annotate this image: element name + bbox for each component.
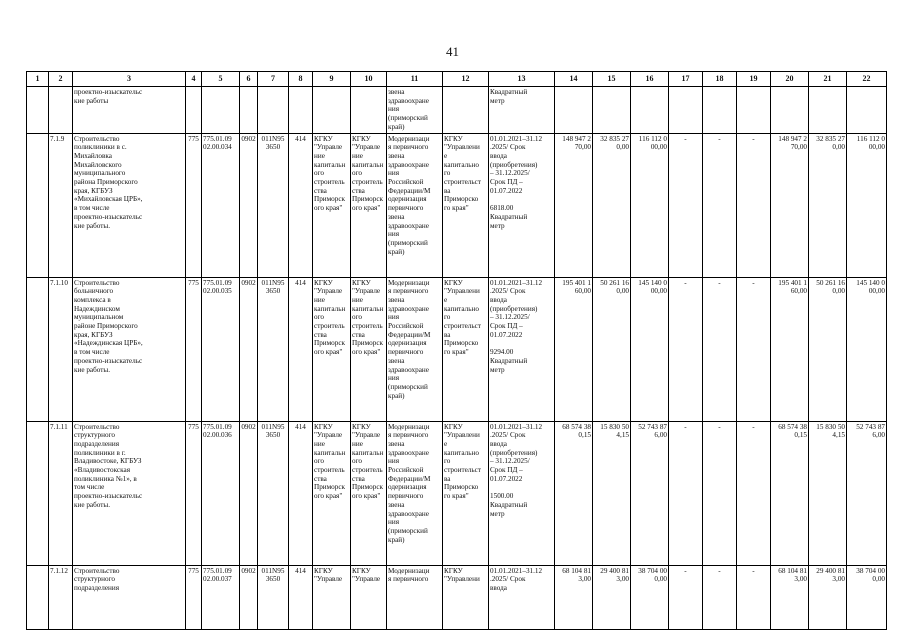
table-cell-col-15 [593, 87, 631, 134]
table-cell-col-17 [669, 87, 703, 134]
table-cell-col-8: 414 [289, 421, 313, 565]
column-header: 17 [669, 72, 703, 87]
table-cell-col-8: 414 [289, 133, 313, 277]
table-cell-col-1 [27, 87, 49, 134]
table-row [27, 277, 887, 421]
table-cell-col-14: 68 104 81 3,00 [555, 565, 593, 629]
table-cell-col-13: Квадратный метр [489, 87, 555, 134]
table-cell-col-1 [27, 421, 49, 565]
table-cell-col-1 [27, 133, 49, 277]
table-cell-col-11: Модернизаци я первичного [387, 565, 443, 629]
table-cell-col-3: Строительство структурного подразделения поликлиники в г. Владивостоке, КГБУЗ «Владивостокская поликлиника №1», в том числе проектно-изыскательс кие работы. [73, 421, 186, 565]
table-cell-col-14: 68 574 38 0,15 [555, 421, 593, 565]
table-cell-col-5 [202, 87, 240, 134]
table-cell-col-5: 775.01.09 02.00.034 [202, 133, 240, 277]
column-header: 21 [809, 72, 847, 87]
table-cell-col-7: 011N95 3650 [258, 133, 289, 277]
table-cell-col-13: 01.01.2021–31.12 .2025/ Срок ввода (приобретения) – 31.12.2025/ Срок ПД – 01.07.2022 6818.00 Квадратный метр [489, 133, 555, 277]
table-cell-col-17: - [669, 565, 703, 629]
column-header: 10 [351, 72, 387, 87]
table-cell-col-21: 29 400 81 3,00 [809, 565, 847, 629]
page-number: 41 [446, 44, 459, 59]
table-cell-col-3: Строительство больничного комплекса в Надеждинском муниципальном районе Приморского края, КГБУЗ «Надеждинская ЦРБ», в том числе проектно-изыскательс кие работы. [73, 277, 186, 421]
table-cell-col-22: 145 140 0 00,00 [847, 277, 887, 421]
table-cell-col-6: 0902 [240, 133, 258, 277]
table-cell-col-7: 011N95 3650 [258, 565, 289, 629]
table-cell-col-4 [186, 87, 202, 134]
table-cell-col-4: 775 [186, 133, 202, 277]
table-cell-col-1 [27, 565, 49, 629]
table-cell-col-7: 011N95 3650 [258, 277, 289, 421]
table-cell-col-9: КГКУ "Управле ние капитальн ого строитель ства Приморск ого края" [313, 277, 351, 421]
table-cell-col-2 [49, 87, 73, 134]
table-cell-col-21: 50 261 16 0,00 [809, 277, 847, 421]
table-cell-col-18: - [703, 421, 737, 565]
table-cell-col-4: 775 [186, 277, 202, 421]
table-cell-col-14 [555, 87, 593, 134]
column-header: 22 [847, 72, 887, 87]
table-cell-col-7: 011N95 3650 [258, 421, 289, 565]
column-header: 19 [737, 72, 771, 87]
table-cell-col-12: КГКУ "Управлени [443, 565, 489, 629]
table-cell-col-2: 7.1.9 [49, 133, 73, 277]
table-cell-col-10: КГКУ "Управле ние капитальн ого строитель ства Приморск ого края" [351, 133, 387, 277]
table-cell-col-12: КГКУ "Управлени е капитально го строительст ва Приморско го края" [443, 133, 489, 277]
table-cell-col-8: 414 [289, 565, 313, 629]
column-header: 2 [49, 72, 73, 87]
table-cell-col-3: Строительство поликлиники в с. Михайловка Михайловского муниципального района Приморского края, КГБУЗ «Михайловская ЦРБ», в том числе проектно-изыскательс кие работы. [73, 133, 186, 277]
table-cell-col-5: 775.01.09 02.00.035 [202, 277, 240, 421]
table-cell-col-4: 775 [186, 565, 202, 629]
table-cell-col-2: 7.1.12 [49, 565, 73, 629]
table-cell-col-2: 7.1.11 [49, 421, 73, 565]
table-cell-col-16 [631, 87, 669, 134]
column-header: 18 [703, 72, 737, 87]
column-header: 11 [387, 72, 443, 87]
table-cell-col-17: - [669, 133, 703, 277]
table-cell-col-18 [703, 87, 737, 134]
table-cell-col-12: КГКУ "Управлени е капитально го строительст ва Приморско го края" [443, 421, 489, 565]
column-header: 16 [631, 72, 669, 87]
table-cell-col-16: 116 112 0 00,00 [631, 133, 669, 277]
table-row [27, 87, 887, 134]
table-cell-col-13: 01.01.2021–31.12 .2025/ Срок ввода [489, 565, 555, 629]
table-cell-col-10: КГКУ "Управле [351, 565, 387, 629]
table-cell-col-18: - [703, 133, 737, 277]
table-cell-col-22: 38 704 00 0,00 [847, 565, 887, 629]
table-cell-col-21: 15 830 50 4,15 [809, 421, 847, 565]
table-cell-col-11: Модернизаци я первичного звена здравоохране ния Российской Федерации/М одернизация первичного звена здравоохране ния (приморский край) [387, 421, 443, 565]
column-header: 14 [555, 72, 593, 87]
table-cell-col-12: КГКУ "Управлени е капитально го строительст ва Приморско го края" [443, 277, 489, 421]
table-cell-col-15: 32 835 27 0,00 [593, 133, 631, 277]
table-cell-col-21: 32 835 27 0,00 [809, 133, 847, 277]
table-cell-col-10 [351, 87, 387, 134]
table-cell-col-18: - [703, 565, 737, 629]
table-cell-col-16: 38 704 00 0,00 [631, 565, 669, 629]
table-row [27, 133, 887, 277]
table-row [27, 421, 887, 565]
table-cell-col-5: 775.01.09 02.00.036 [202, 421, 240, 565]
table-cell-col-20 [771, 87, 809, 134]
table-cell-col-13: 01.01.2021–31.12 .2025/ Срок ввода (приобретения) – 31.12.2025/ Срок ПД – 01.07.2022 1500.00 Квадратный метр [489, 421, 555, 565]
table-cell-col-20: 68 574 38 0,15 [771, 421, 809, 565]
table-cell-col-22: 52 743 87 6,00 [847, 421, 887, 565]
table-cell-col-10: КГКУ "Управле ние капитальн ого строитель ства Приморск ого края" [351, 421, 387, 565]
table-cell-col-15: 15 830 50 4,15 [593, 421, 631, 565]
column-header: 15 [593, 72, 631, 87]
column-header: 9 [313, 72, 351, 87]
table-cell-col-13: 01.01.2021–31.12 .2025/ Срок ввода (приобретения) – 31.12.2025/ Срок ПД – 01.07.2022 9294.00 Квадратный метр [489, 277, 555, 421]
table-cell-col-6: 0902 [240, 421, 258, 565]
table-cell-col-19: - [737, 565, 771, 629]
table-cell-col-7 [258, 87, 289, 134]
table-cell-col-17: - [669, 421, 703, 565]
table-cell-col-11: звена здравоохране ния (приморский край) [387, 87, 443, 134]
table-cell-col-9: КГКУ "Управле [313, 565, 351, 629]
column-header: 8 [289, 72, 313, 87]
table-cell-col-17: - [669, 277, 703, 421]
table-cell-col-3: проектно-изыскательс кие работы [73, 87, 186, 134]
table-cell-col-10: КГКУ "Управле ние капитальн ого строитель ства Приморск ого края" [351, 277, 387, 421]
column-header: 3 [73, 72, 186, 87]
table-cell-col-20: 195 401 1 60,00 [771, 277, 809, 421]
table-cell-col-6 [240, 87, 258, 134]
table-cell-col-21 [809, 87, 847, 134]
table-cell-col-4: 775 [186, 421, 202, 565]
table-cell-col-18: - [703, 277, 737, 421]
table-cell-col-14: 195 401 1 60,00 [555, 277, 593, 421]
table-cell-col-19 [737, 87, 771, 134]
table-cell-col-19: - [737, 421, 771, 565]
table-cell-col-20: 68 104 81 3,00 [771, 565, 809, 629]
column-header: 20 [771, 72, 809, 87]
table-cell-col-15: 50 261 16 0,00 [593, 277, 631, 421]
table-row [27, 565, 887, 629]
table-cell-col-14: 148 947 2 70,00 [555, 133, 593, 277]
table-cell-col-19: - [737, 277, 771, 421]
table-cell-col-6: 0902 [240, 565, 258, 629]
table-cell-col-16: 145 140 0 00,00 [631, 277, 669, 421]
column-header: 7 [258, 72, 289, 87]
table-cell-col-9: КГКУ "Управле ние капитальн ого строитель ства Приморск ого края" [313, 133, 351, 277]
column-header: 6 [240, 72, 258, 87]
column-header: 4 [186, 72, 202, 87]
table-cell-col-11: Модернизаци я первичного звена здравоохране ния Российской Федерации/М одернизация первичного звена здравоохране ния (приморский край) [387, 133, 443, 277]
column-header: 5 [202, 72, 240, 87]
table-cell-col-16: 52 743 87 6,00 [631, 421, 669, 565]
table-cell-col-9 [313, 87, 351, 134]
table-cell-col-12 [443, 87, 489, 134]
table-cell-col-3: Строительство структурного подразделения [73, 565, 186, 629]
table-cell-col-19: - [737, 133, 771, 277]
table-cell-col-1 [27, 277, 49, 421]
table-cell-col-6: 0902 [240, 277, 258, 421]
column-header: 12 [443, 72, 489, 87]
table-cell-col-5: 775.01.09 02.00.037 [202, 565, 240, 629]
table-cell-col-2: 7.1.10 [49, 277, 73, 421]
table-cell-col-11: Модернизаци я первичного звена здравоохране ния Российской Федерации/М одернизация первичного звена здравоохране ния (приморский край) [387, 277, 443, 421]
table-cell-col-20: 148 947 2 70,00 [771, 133, 809, 277]
table-cell-col-8 [289, 87, 313, 134]
column-header: 1 [27, 72, 49, 87]
table-cell-col-9: КГКУ "Управле ние капитальн ого строитель ства Приморск ого края" [313, 421, 351, 565]
header-row [27, 72, 887, 87]
table-cell-col-22 [847, 87, 887, 134]
table-cell-col-15: 29 400 81 3,00 [593, 565, 631, 629]
table-cell-col-22: 116 112 0 00,00 [847, 133, 887, 277]
column-header: 13 [489, 72, 555, 87]
budget-table [26, 71, 887, 630]
table-cell-col-8: 414 [289, 277, 313, 421]
